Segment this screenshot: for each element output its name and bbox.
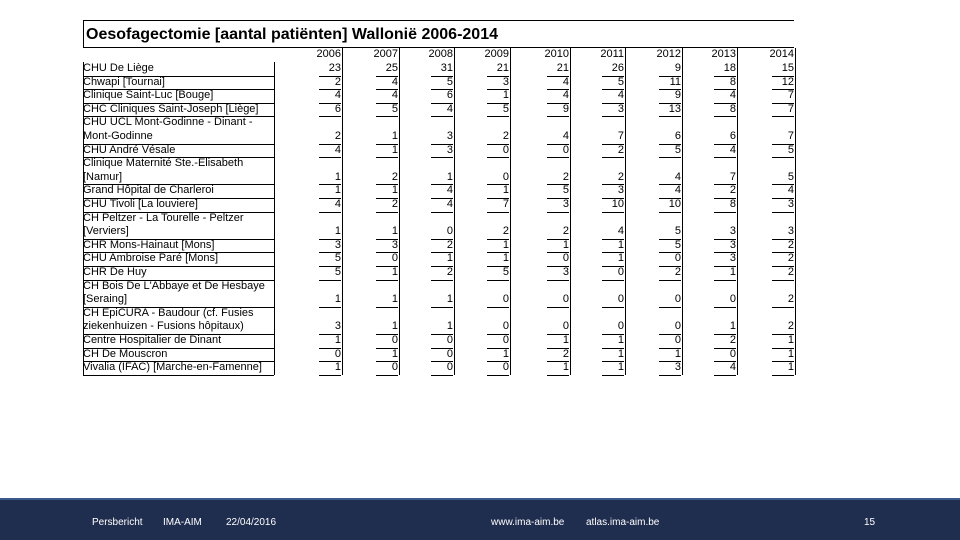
table-cell: 3 bbox=[617, 102, 624, 115]
table-cell: 8 bbox=[729, 102, 736, 115]
table-cell: 4 bbox=[446, 102, 453, 115]
year-header: 2008 bbox=[428, 48, 453, 60]
cell-border bbox=[602, 212, 624, 213]
column-border bbox=[682, 48, 683, 375]
table-cell: 6 bbox=[446, 89, 453, 102]
table-cell: 0 bbox=[446, 361, 453, 374]
table-cell: 4 bbox=[446, 198, 453, 210]
table-cell: 2 bbox=[787, 293, 794, 306]
table-cell: 2 bbox=[446, 238, 453, 251]
table-cell: 5 bbox=[674, 143, 681, 156]
table-cell: 0 bbox=[617, 266, 624, 278]
table-cell: 1 bbox=[562, 361, 569, 374]
cell-border bbox=[487, 116, 509, 117]
table-cell: 1 bbox=[334, 225, 341, 238]
table-cell: 2 bbox=[502, 130, 509, 142]
cell-border bbox=[487, 280, 509, 281]
table-cell: 3 bbox=[787, 225, 794, 238]
table-cell: 0 bbox=[502, 334, 509, 346]
year-header: 2014 bbox=[769, 48, 794, 60]
row-label bbox=[83, 266, 273, 280]
cell-border bbox=[376, 116, 398, 117]
column-border bbox=[399, 48, 400, 375]
table-cell: 2 bbox=[674, 266, 681, 278]
footer-bar bbox=[0, 500, 960, 540]
cell-border bbox=[487, 375, 509, 376]
table-cell: 4 bbox=[391, 75, 398, 88]
table-cell: 1 bbox=[617, 347, 624, 360]
table-cell: 5 bbox=[391, 102, 398, 115]
footer-page-number: 15 bbox=[864, 517, 876, 528]
row-label bbox=[83, 348, 273, 362]
table-cell: 7 bbox=[617, 130, 624, 142]
cell-border bbox=[714, 307, 736, 308]
footer-press-release: Persbericht bbox=[92, 517, 143, 528]
table-cell: 2 bbox=[391, 170, 398, 183]
cell-border bbox=[659, 116, 681, 117]
column-border bbox=[625, 48, 626, 375]
table-cell: 0 bbox=[729, 293, 736, 306]
row-label-line: CHC Cliniques Saint-Joseph [Liège] bbox=[83, 102, 259, 115]
table-cell: 1 bbox=[391, 225, 398, 238]
cell-border bbox=[714, 116, 736, 117]
cell-border bbox=[659, 157, 681, 158]
row-label-line: CH Bois De L'Abbaye et De Hesbaye bbox=[83, 279, 265, 292]
row-label bbox=[83, 89, 273, 103]
table-cell: 1 bbox=[502, 252, 509, 265]
cell-border bbox=[602, 116, 624, 117]
table-cell: 1 bbox=[617, 334, 624, 346]
row-label bbox=[83, 103, 273, 117]
cell-border bbox=[431, 307, 453, 308]
table-cell: 1 bbox=[502, 184, 509, 197]
cell-border bbox=[772, 157, 794, 158]
table-cell: 2 bbox=[617, 143, 624, 156]
cell-border bbox=[376, 375, 398, 376]
table-cell: 10 bbox=[668, 198, 681, 210]
cell-border bbox=[659, 375, 681, 376]
table-cell: 4 bbox=[562, 89, 569, 102]
table-cell: 6 bbox=[334, 102, 341, 115]
table-cell: 10 bbox=[611, 198, 624, 210]
table-cell: 2 bbox=[787, 266, 794, 278]
table-cell: 2 bbox=[391, 198, 398, 210]
row-label bbox=[83, 212, 273, 239]
row-label-line: Centre Hospitalier de Dinant bbox=[83, 334, 222, 346]
column-border bbox=[737, 48, 738, 375]
table-cell: 4 bbox=[562, 75, 569, 88]
cell-border bbox=[431, 280, 453, 281]
table-cell: 0 bbox=[391, 361, 398, 374]
row-label-line: CHR De Huy bbox=[83, 266, 147, 278]
table-left-border bbox=[83, 62, 84, 375]
table-cell: 0 bbox=[674, 252, 681, 265]
table-cell: 5 bbox=[334, 266, 341, 278]
table-cell: 2 bbox=[562, 225, 569, 238]
cell-border bbox=[714, 157, 736, 158]
table-cell: 3 bbox=[334, 238, 341, 251]
row-label bbox=[83, 252, 273, 266]
table-cell: 1 bbox=[334, 170, 341, 183]
footer-atlas-link[interactable]: atlas.ima-aim.be bbox=[586, 517, 660, 528]
table-cell: 1 bbox=[391, 130, 398, 142]
row-label-line: CHR Mons-Hainaut [Mons] bbox=[83, 238, 215, 251]
row-label bbox=[83, 198, 273, 212]
table-cell: 7 bbox=[787, 102, 794, 115]
table-cell: 5 bbox=[787, 170, 794, 183]
cell-border bbox=[431, 375, 453, 376]
row-label-line: CHU André Vésale bbox=[83, 143, 176, 156]
row-label-line: Clinique Saint-Luc [Bouge] bbox=[83, 89, 214, 102]
row-label-line: Mont-Godinne bbox=[83, 129, 153, 142]
year-header: 2013 bbox=[711, 48, 736, 60]
cell-border bbox=[431, 116, 453, 117]
cell-border bbox=[602, 280, 624, 281]
table-cell: 7 bbox=[729, 170, 736, 183]
row-label bbox=[83, 157, 273, 184]
cell-border bbox=[431, 212, 453, 213]
table-cell: 1 bbox=[617, 238, 624, 251]
cell-border bbox=[487, 157, 509, 158]
table-cell: 1 bbox=[787, 334, 794, 346]
cell-border bbox=[319, 116, 341, 117]
table-cell: 0 bbox=[446, 225, 453, 238]
table-cell: 1 bbox=[334, 184, 341, 197]
cell-border bbox=[659, 212, 681, 213]
table-cell: 3 bbox=[729, 225, 736, 238]
row-label bbox=[83, 361, 273, 375]
row-label-line: CH Peltzer - La Tourelle - Peltzer bbox=[83, 211, 244, 224]
table-cell: 3 bbox=[502, 75, 509, 88]
table-cell: 0 bbox=[502, 143, 509, 156]
cell-border bbox=[714, 375, 736, 376]
table-cell: 26 bbox=[611, 62, 624, 74]
table-cell: 0 bbox=[502, 320, 509, 333]
table-cell: 4 bbox=[446, 184, 453, 197]
table-cell: 2 bbox=[729, 184, 736, 197]
table-cell: 1 bbox=[729, 266, 736, 278]
cell-border bbox=[547, 307, 569, 308]
table-cell: 21 bbox=[556, 62, 569, 74]
table-cell: 0 bbox=[617, 293, 624, 306]
table-cell: 1 bbox=[562, 238, 569, 251]
table-cell: 4 bbox=[787, 184, 794, 197]
table-cell: 0 bbox=[391, 252, 398, 265]
row-label bbox=[83, 144, 273, 158]
table-cell: 18 bbox=[723, 62, 736, 74]
row-label bbox=[83, 334, 273, 348]
footer-website-link[interactable]: www.ima-aim.be bbox=[491, 517, 565, 528]
column-border bbox=[342, 48, 343, 375]
cell-border bbox=[602, 375, 624, 376]
table-cell: 2 bbox=[729, 334, 736, 346]
table-cell: 6 bbox=[674, 130, 681, 142]
row-label bbox=[83, 307, 273, 334]
row-label-line: ziekenhuizen - Fusions hôpitaux) bbox=[83, 320, 244, 333]
table-cell: 0 bbox=[502, 293, 509, 306]
table-cell: 0 bbox=[562, 320, 569, 333]
table-cell: 5 bbox=[787, 143, 794, 156]
table-cell: 12 bbox=[781, 75, 794, 88]
cell-border bbox=[714, 280, 736, 281]
table-cell: 3 bbox=[562, 198, 569, 210]
label-column-border bbox=[274, 62, 275, 375]
footer-date: 22/04/2016 bbox=[226, 517, 277, 528]
cell-border bbox=[547, 157, 569, 158]
table-cell: 0 bbox=[391, 334, 398, 346]
column-border bbox=[454, 48, 455, 375]
cell-border bbox=[602, 157, 624, 158]
cell-border bbox=[772, 116, 794, 117]
table-cell: 25 bbox=[385, 62, 398, 74]
row-label-line: CHU De Liège bbox=[83, 62, 154, 74]
row-label-line: CHU UCL Mont-Godinne - Dinant - bbox=[83, 116, 253, 129]
table-cell: 13 bbox=[668, 102, 681, 115]
row-label bbox=[83, 280, 273, 307]
table-cell: 3 bbox=[729, 252, 736, 265]
table-cell: 3 bbox=[674, 361, 681, 374]
row-label-line: Vivalia (IFAC) [Marche-en-Famenne] bbox=[83, 361, 262, 374]
cell-border bbox=[319, 157, 341, 158]
table-cell: 1 bbox=[391, 347, 398, 360]
table-cell: 4 bbox=[334, 198, 341, 210]
table-cell: 1 bbox=[674, 347, 681, 360]
cell-border bbox=[714, 212, 736, 213]
table-cell: 4 bbox=[334, 89, 341, 102]
cell-border bbox=[319, 212, 341, 213]
cell-border bbox=[376, 280, 398, 281]
table-cell: 3 bbox=[446, 143, 453, 156]
table-cell: 2 bbox=[787, 252, 794, 265]
table-cell: 2 bbox=[502, 225, 509, 238]
row-label bbox=[83, 116, 273, 143]
table-cell: 4 bbox=[729, 361, 736, 374]
cell-border bbox=[376, 307, 398, 308]
table-cell: 1 bbox=[391, 320, 398, 333]
table-cell: 1 bbox=[446, 252, 453, 265]
row-label-line: CH EpiCURA - Baudour (cf. Fusies bbox=[83, 306, 254, 319]
table-cell: 2 bbox=[562, 347, 569, 360]
table-cell: 4 bbox=[617, 89, 624, 102]
table-cell: 1 bbox=[617, 361, 624, 374]
row-label-line: [Seraing] bbox=[83, 293, 128, 306]
table-cell: 5 bbox=[502, 102, 509, 115]
table-cell: 4 bbox=[674, 184, 681, 197]
data-table bbox=[83, 48, 795, 378]
table-cell: 0 bbox=[562, 293, 569, 306]
cell-border bbox=[547, 212, 569, 213]
table-cell: 15 bbox=[781, 62, 794, 74]
table-cell: 1 bbox=[334, 334, 341, 346]
year-header: 2010 bbox=[544, 48, 569, 60]
cell-border bbox=[319, 375, 341, 376]
table-cell: 5 bbox=[334, 252, 341, 265]
table-cell: 5 bbox=[674, 238, 681, 251]
year-header: 2007 bbox=[373, 48, 398, 60]
table-cell: 23 bbox=[328, 62, 341, 74]
table-cell: 7 bbox=[787, 130, 794, 142]
table-cell: 2 bbox=[617, 170, 624, 183]
table-cell: 1 bbox=[502, 89, 509, 102]
row-label bbox=[83, 76, 273, 90]
table-cell: 1 bbox=[446, 170, 453, 183]
table-cell: 1 bbox=[502, 347, 509, 360]
table-cell: 5 bbox=[502, 266, 509, 278]
table-cell: 3 bbox=[391, 238, 398, 251]
row-label-line: CHU Tivoli [La louviere] bbox=[83, 198, 198, 210]
year-header: 2006 bbox=[316, 48, 341, 60]
table-cell: 9 bbox=[562, 102, 569, 115]
table-cell: 0 bbox=[674, 293, 681, 306]
table-cell: 4 bbox=[617, 225, 624, 238]
row-label bbox=[83, 62, 273, 76]
table-cell: 2 bbox=[787, 238, 794, 251]
row-label-line: [Verviers] bbox=[83, 225, 129, 238]
table-cell: 1 bbox=[391, 293, 398, 306]
table-cell: 3 bbox=[334, 320, 341, 333]
column-border bbox=[510, 48, 511, 375]
cell-border bbox=[602, 307, 624, 308]
year-header: 2009 bbox=[484, 48, 509, 60]
row-label-line: Grand Hôpital de Charleroi bbox=[83, 184, 214, 197]
table-cell: 0 bbox=[562, 143, 569, 156]
table-cell: 1 bbox=[502, 238, 509, 251]
table-cell: 2 bbox=[334, 130, 341, 142]
table-cell: 0 bbox=[502, 361, 509, 374]
cell-border bbox=[487, 212, 509, 213]
cell-border bbox=[487, 307, 509, 308]
row-border bbox=[83, 375, 274, 376]
table-cell: 6 bbox=[729, 130, 736, 142]
table-cell: 0 bbox=[502, 170, 509, 183]
table-cell: 3 bbox=[562, 266, 569, 278]
table-cell: 1 bbox=[334, 361, 341, 374]
table-cell: 5 bbox=[674, 225, 681, 238]
table-cell: 5 bbox=[617, 75, 624, 88]
table-cell: 8 bbox=[729, 75, 736, 88]
table-cell: 1 bbox=[787, 361, 794, 374]
table-cell: 4 bbox=[674, 170, 681, 183]
cell-border bbox=[319, 307, 341, 308]
table-cell: 2 bbox=[334, 75, 341, 88]
page-title: Oesofagectomie [aantal patiënten] Wallonië 2006-2014 bbox=[86, 26, 498, 43]
row-label-line: Chwapi [Tournai] bbox=[83, 75, 165, 88]
table-cell: 1 bbox=[391, 266, 398, 278]
cell-border bbox=[772, 280, 794, 281]
row-label-line: Clinique Maternité Ste.-Elisabeth bbox=[83, 157, 244, 170]
table-cell: 3 bbox=[729, 238, 736, 251]
cell-border bbox=[547, 280, 569, 281]
table-cell: 0 bbox=[446, 334, 453, 346]
table-cell: 9 bbox=[674, 62, 681, 74]
table-cell: 2 bbox=[562, 170, 569, 183]
table-cell: 3 bbox=[787, 198, 794, 210]
table-cell: 9 bbox=[674, 89, 681, 102]
table-cell: 0 bbox=[446, 347, 453, 360]
table-cell: 0 bbox=[334, 347, 341, 360]
table-cell: 5 bbox=[562, 184, 569, 197]
table-cell: 3 bbox=[617, 184, 624, 197]
cell-border bbox=[547, 375, 569, 376]
table-cell: 0 bbox=[562, 252, 569, 265]
row-label bbox=[83, 184, 273, 198]
footer-org: IMA-AIM bbox=[163, 517, 202, 528]
table-cell: 1 bbox=[391, 143, 398, 156]
table-cell: 2 bbox=[446, 266, 453, 278]
year-header: 2012 bbox=[656, 48, 681, 60]
cell-border bbox=[772, 375, 794, 376]
column-border bbox=[570, 48, 571, 375]
table-cell: 1 bbox=[334, 293, 341, 306]
table-cell: 1 bbox=[391, 184, 398, 197]
row-label-line: CH De Mouscron bbox=[83, 347, 168, 360]
cell-border bbox=[376, 212, 398, 213]
table-cell: 0 bbox=[729, 347, 736, 360]
table-cell: 1 bbox=[729, 320, 736, 333]
table-cell: 1 bbox=[446, 293, 453, 306]
row-label-line: CHU Ambroise Paré [Mons] bbox=[83, 252, 219, 265]
row-label-line: [Namur] bbox=[83, 170, 123, 183]
table-cell: 1 bbox=[787, 347, 794, 360]
table-cell: 31 bbox=[440, 62, 453, 74]
cell-border bbox=[659, 307, 681, 308]
table-cell: 3 bbox=[446, 130, 453, 142]
cell-border bbox=[319, 280, 341, 281]
table-cell: 4 bbox=[562, 130, 569, 142]
table-cell: 4 bbox=[729, 143, 736, 156]
table-cell: 0 bbox=[617, 320, 624, 333]
cell-border bbox=[547, 116, 569, 117]
year-header: 2011 bbox=[600, 48, 624, 60]
title-box bbox=[83, 20, 794, 48]
table-cell: 5 bbox=[446, 75, 453, 88]
table-cell: 8 bbox=[729, 198, 736, 210]
table-cell: 2 bbox=[787, 320, 794, 333]
table-cell: 4 bbox=[729, 89, 736, 102]
table-cell: 1 bbox=[446, 320, 453, 333]
table-cell: 21 bbox=[496, 62, 509, 74]
table-cell: 0 bbox=[674, 334, 681, 346]
table-cell: 4 bbox=[391, 89, 398, 102]
cell-border bbox=[659, 280, 681, 281]
column-border bbox=[795, 48, 796, 375]
cell-border bbox=[772, 307, 794, 308]
table-cell: 11 bbox=[669, 75, 681, 88]
cell-border bbox=[376, 157, 398, 158]
table-cell: 1 bbox=[617, 252, 624, 265]
table-cell: 7 bbox=[502, 198, 509, 210]
table-cell: 4 bbox=[334, 143, 341, 156]
table-cell: 0 bbox=[674, 320, 681, 333]
cell-border bbox=[772, 212, 794, 213]
table-cell: 7 bbox=[787, 89, 794, 102]
row-label bbox=[83, 239, 273, 253]
table-cell: 1 bbox=[562, 334, 569, 346]
cell-border bbox=[431, 157, 453, 158]
